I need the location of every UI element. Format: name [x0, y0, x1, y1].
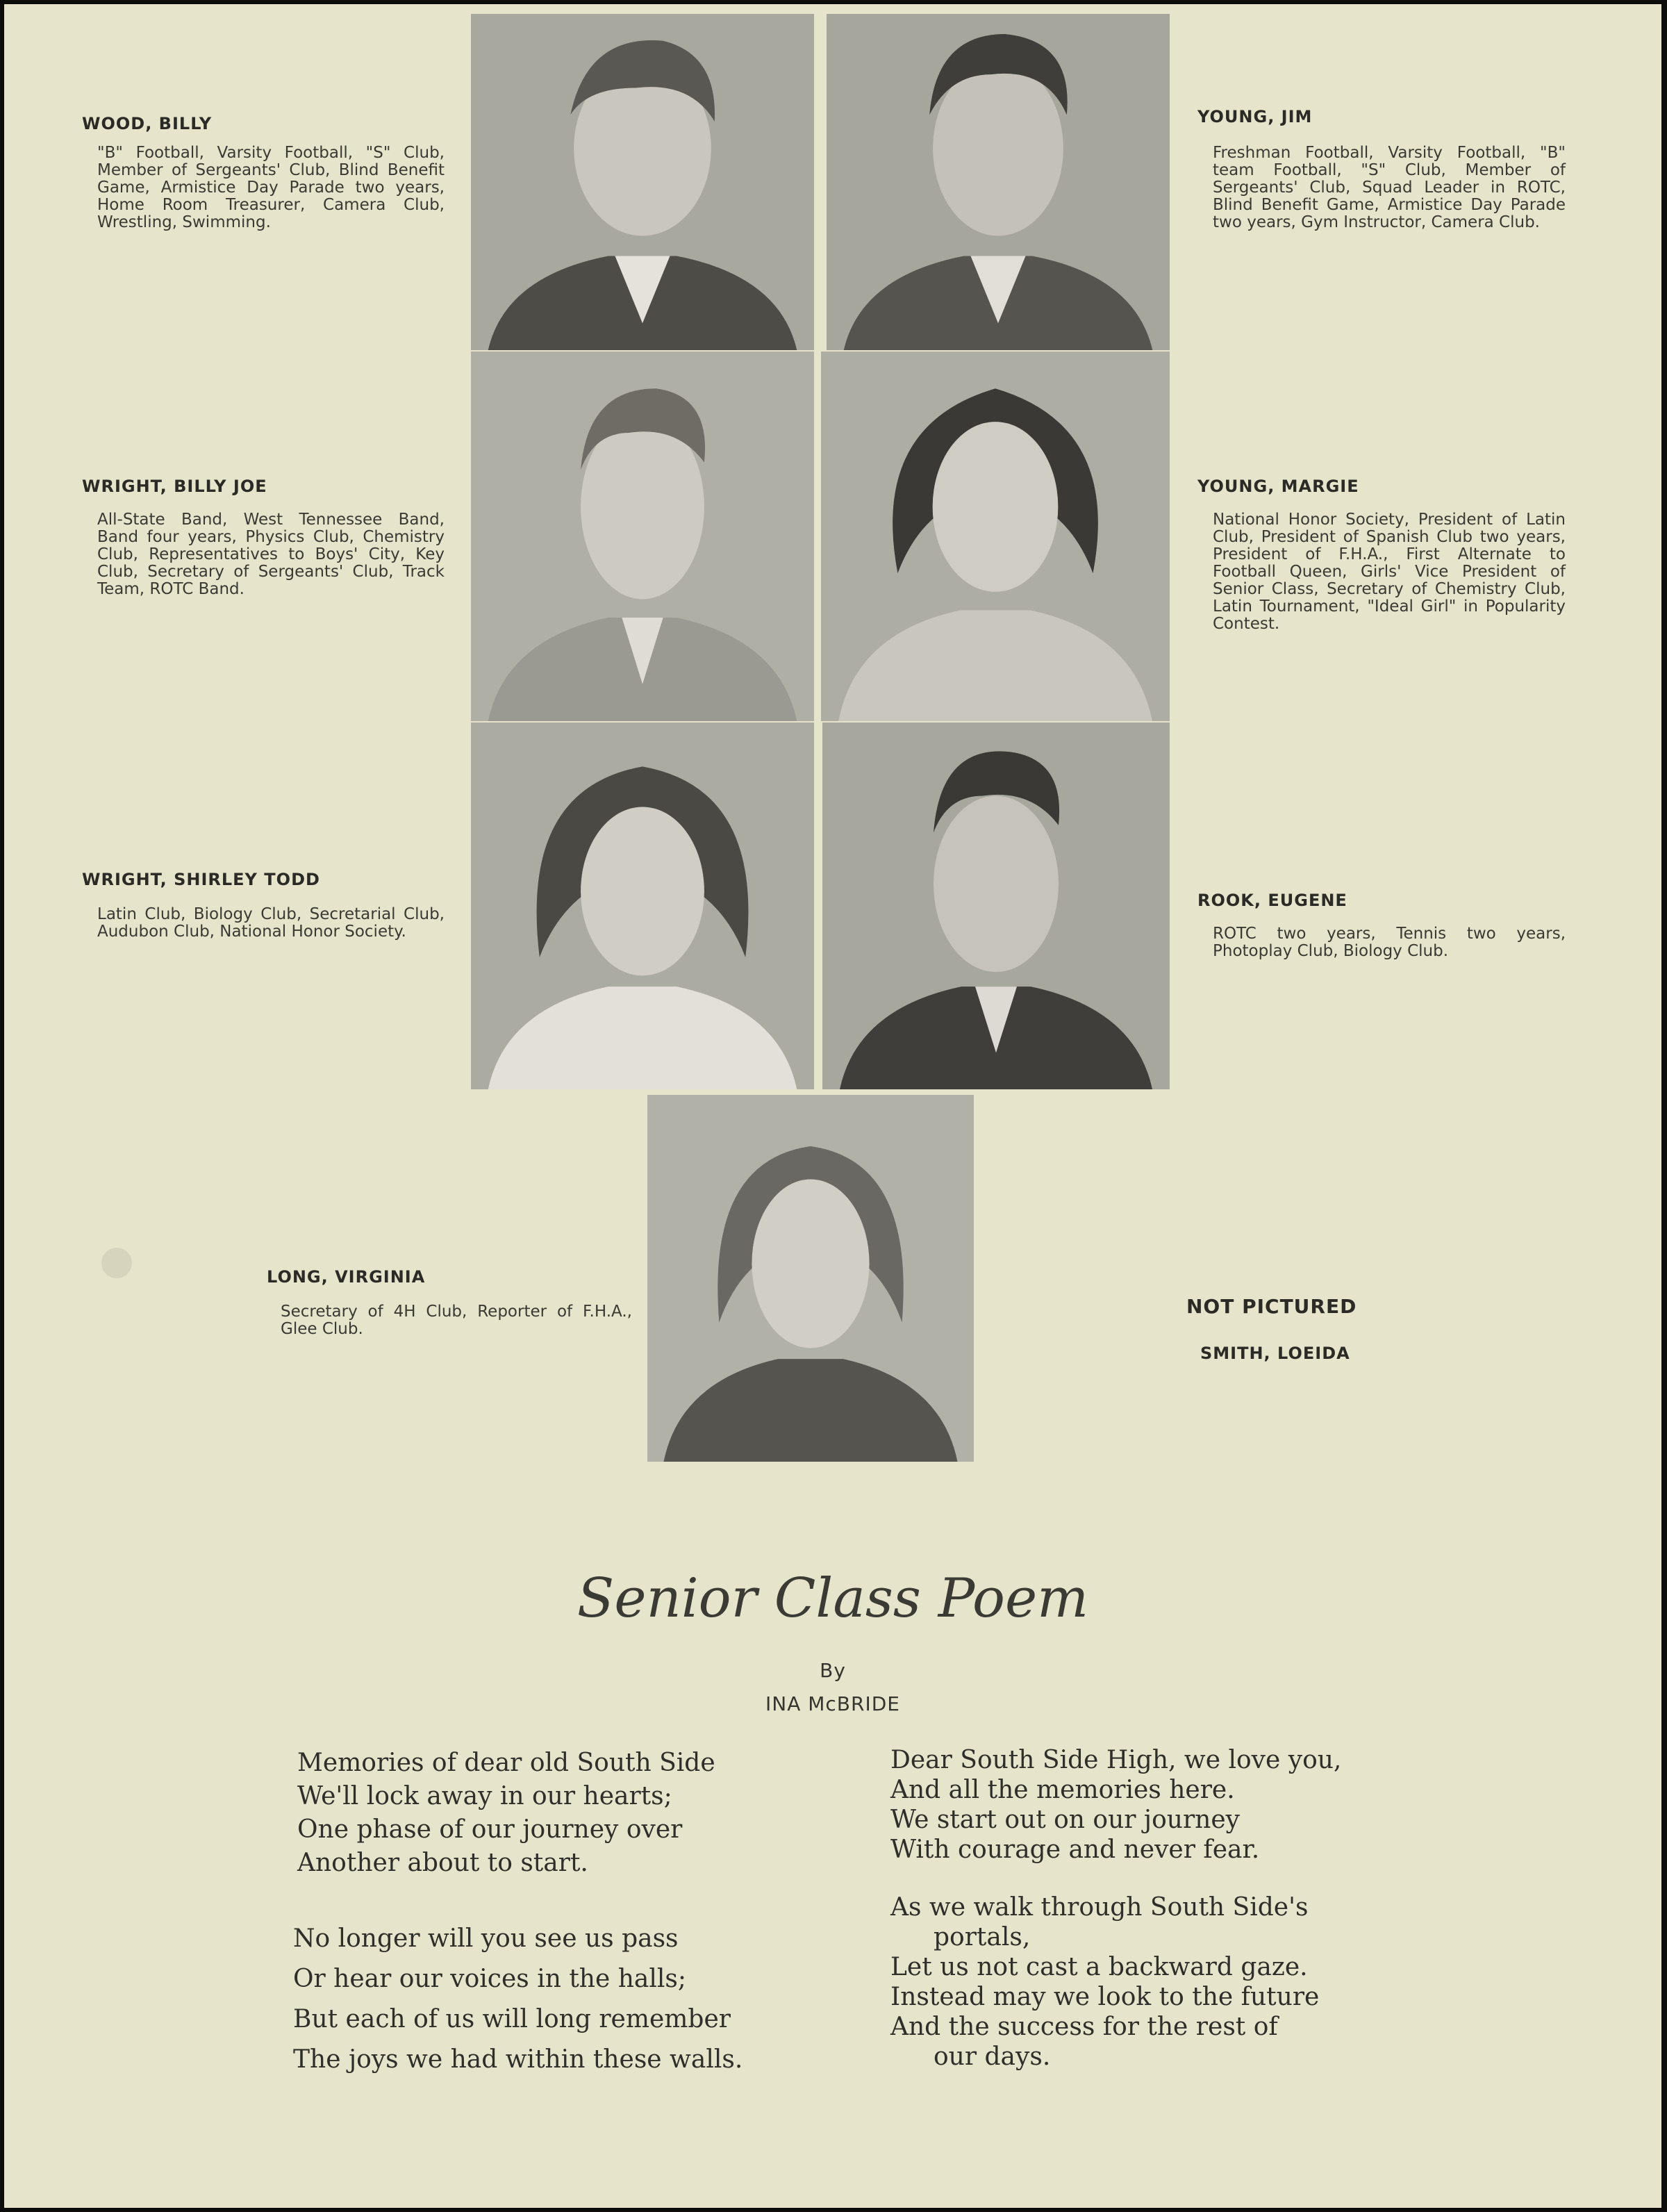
poem-line: One phase of our journey over	[297, 1815, 683, 1844]
student-bio: Freshman Football, Varsity Football, "B" team Football, "S" Club, Member of Sergeants' Club, Squad Leader in ROTC, Blind Benefit Game, Armistice Day Parade two years, Gym Instructor, Camera Club.	[1213, 144, 1566, 231]
poem-stanza	[293, 1919, 743, 2080]
student-bio: Latin Club, Biology Club, Secretarial Club, Audubon Club, National Honor Society.	[97, 905, 445, 941]
poem-line: We start out on our journey	[890, 1806, 1240, 1834]
student-bio: All-State Band, West Tennessee Band, Band four years, Physics Club, Chemistry Club, Representatives to Boys' City, Key Club, Secretary of Sergeants' Club, Track Team, ROTC Band.	[97, 511, 445, 598]
poem-line: And all the memories here.	[890, 1776, 1235, 1804]
poem-line: Memories of dear old South Side	[297, 1749, 715, 1777]
portrait-wright-shirley-todd	[471, 723, 814, 1089]
student-bio: ROTC two years, Tennis two years, Photoplay Club, Biology Club.	[1213, 925, 1566, 960]
yearbook-page	[4, 4, 1661, 2208]
student-name: YOUNG, MARGIE	[1197, 477, 1359, 496]
poem-stanza	[890, 1745, 1341, 1865]
student-bio: Secretary of 4H Club, Reporter of F.H.A., Glee Club.	[281, 1303, 632, 1338]
student-name: WOOD, BILLY	[82, 114, 213, 133]
poem-line: The joys we had within these walls.	[293, 2045, 743, 2074]
not-pictured-name: SMITH, LOEIDA	[1200, 1344, 1350, 1363]
poem-title: Senior Class Poem	[577, 1567, 1089, 1630]
poem-line: portals,	[934, 1923, 1031, 1951]
student-bio: "B" Football, Varsity Football, "S" Club, Member of Sergeants' Club, Blind Benefit Game, Armistice Day Parade two years, Home Room Treasurer, Camera Club, Wrestling, Swimming.	[97, 144, 445, 231]
student-name: LONG, VIRGINIA	[267, 1267, 426, 1287]
student-name: WRIGHT, SHIRLEY TODD	[82, 870, 320, 889]
poem-line: Dear South Side High, we love you,	[890, 1746, 1342, 1774]
poem-by: By	[820, 1659, 846, 1682]
poem-line: But each of us will long remember	[293, 2005, 731, 2033]
student-name: ROOK, EUGENE	[1197, 891, 1347, 910]
portrait-rook-eugene	[822, 723, 1170, 1089]
poem-line: And the success for the rest of	[890, 2013, 1278, 2041]
poem-line: With courage and never fear.	[890, 1835, 1260, 1864]
student-name: YOUNG, JIM	[1197, 107, 1313, 126]
portrait-young-margie	[821, 352, 1170, 721]
student-name: WRIGHT, BILLY JOE	[82, 477, 267, 496]
poem-line: Another about to start.	[297, 1849, 588, 1877]
portrait-long-virginia	[647, 1095, 974, 1462]
poem-line: Let us not cast a backward gaze.	[890, 1953, 1308, 1981]
poem-line: We'll lock away in our hearts;	[297, 1782, 672, 1810]
poem-line: No longer will you see us pass	[293, 1924, 679, 1953]
poem-stanza	[890, 1892, 1319, 2072]
poem-line: Or hear our voices in the halls;	[293, 1965, 687, 1993]
poem-stanza	[297, 1747, 715, 1880]
page-smudge	[101, 1248, 132, 1278]
student-bio: National Honor Society, President of Latin Club, President of Spanish Club two years, President of F.H.A., First Alternate to Football Queen, Girls' Vice President of Senior Class, Secretary of Chemistry Club, Latin Tournament, "Ideal Girl" in Popularity Contest.	[1213, 511, 1566, 633]
portrait-wood-billy	[471, 14, 814, 350]
poem-line: As we walk through South Side's	[890, 1893, 1309, 1922]
poem-line: Instead may we look to the future	[890, 1983, 1320, 2011]
portrait-young-jim	[827, 14, 1170, 350]
portrait-wright-billy-joe	[471, 352, 814, 721]
not-pictured-heading: NOT PICTURED	[1186, 1295, 1357, 1318]
poem-line: our days.	[934, 2042, 1051, 2071]
poem-author: INA McBRIDE	[765, 1692, 900, 1715]
